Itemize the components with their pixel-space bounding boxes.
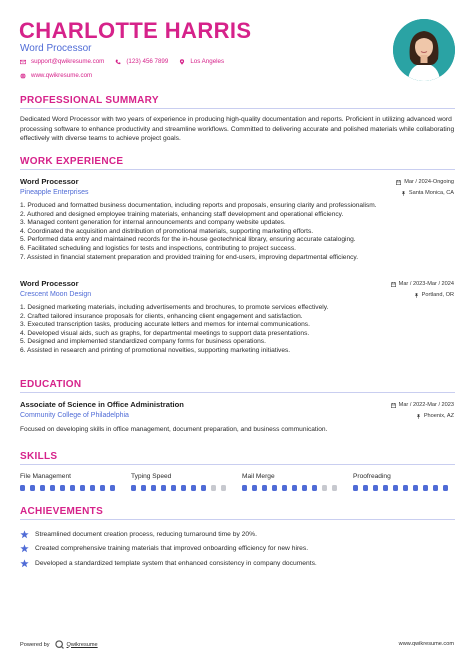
- achievement-text: Developed a standardized template system that enhanced consistency in company documents.: [35, 559, 317, 567]
- skill-dot-filled: [60, 485, 65, 491]
- list-item: 5. Performed data entry and maintained records for the in-house geotechnical library, ensuring accurate cataloging.: [20, 236, 356, 244]
- list-item: 2. Authored and designed employee training materials, enhancing staff development and operational efficiency.: [20, 210, 344, 218]
- phone-text: (123) 456 7899: [126, 58, 169, 65]
- achievement-text: Streamlined document creation process, reducing turnaround time by 20%.: [35, 530, 257, 538]
- skill-dot-filled: [80, 485, 85, 491]
- list-item: 4. Coordinated the acquisition and distribution of promotional materials, supporting marketing efforts.: [20, 227, 314, 235]
- footer-powered-by: [20, 640, 98, 649]
- skill-name: Typing Speed: [131, 473, 172, 480]
- list-item: 6. Facilitated scheduling and logistics for tests and inspections, contributing to project success.: [20, 244, 296, 252]
- section-divider: [20, 519, 455, 520]
- achievement-star-icon: [20, 530, 29, 539]
- achievements-heading: ACHIEVEMENTS: [20, 506, 104, 517]
- skill-dot-filled: [70, 485, 75, 491]
- job-title: Word Processor: [20, 279, 79, 288]
- achievement-star-icon: [20, 559, 29, 568]
- list-item: [20, 542, 317, 557]
- skill-dot-filled: [302, 485, 307, 491]
- company-name: Pineapple Enterprises: [20, 189, 89, 196]
- globe-icon: [20, 73, 26, 79]
- profile-photo: [393, 19, 455, 81]
- skill-dot-filled: [373, 485, 378, 491]
- achievement-text: Created comprehensive training materials that improved onboarding efficiency for new hires.: [35, 545, 309, 553]
- education-dates: [391, 402, 454, 408]
- skill-dot-filled: [171, 485, 176, 491]
- list-item: 1. Produced and formatted business documentation, including reports and proposals, ensuring clarity and professionalism.: [20, 202, 377, 209]
- list-item: 5. Designed and implemented standardized company forms for business operations.: [20, 338, 266, 346]
- skill-dot-filled: [100, 485, 105, 491]
- skill-dot-filled: [262, 485, 267, 491]
- skill-dot-filled: [191, 485, 196, 491]
- skill-dot-filled: [433, 485, 438, 491]
- job-bullets: [20, 304, 460, 356]
- brand-link[interactable]: Qwikresume: [66, 641, 98, 648]
- contact-website[interactable]: [20, 72, 92, 79]
- skill-dot-filled: [413, 485, 418, 491]
- skill-name: Mail Merge: [242, 473, 275, 480]
- list-item: 3. Managed content generation for internal announcements and company website updates.: [20, 219, 286, 227]
- experience-heading: WORK EXPERIENCE: [20, 156, 124, 167]
- list-item: [20, 556, 317, 571]
- list-item: 7. Assisted in financial statement preparation and provided training for end-users, improving departmental efficiency.: [20, 253, 359, 261]
- list-item: 4. Developed visual aids, such as graphs, for departmental meetings to support data presentations.: [20, 329, 310, 337]
- job-location-text: Santa Monica, CA: [408, 190, 454, 196]
- pushpin-icon: [416, 414, 421, 419]
- skill-dot-filled: [161, 485, 166, 491]
- education-location-text: Phoenix, AZ: [423, 413, 454, 419]
- job-dates: [391, 281, 454, 287]
- skill-item: [353, 473, 453, 491]
- skill-rating: [353, 485, 453, 491]
- location-text: Los Angeles: [190, 58, 225, 65]
- skill-dot-filled: [30, 485, 35, 491]
- powered-by-text: Powered by: [20, 641, 50, 648]
- pushpin-icon: [401, 191, 406, 196]
- skill-item: [20, 473, 120, 491]
- list-item: [20, 527, 317, 542]
- job-bullets: [20, 202, 460, 262]
- skill-dot-filled: [181, 485, 186, 491]
- calendar-icon: [391, 403, 396, 408]
- skills-heading: SKILLS: [20, 451, 58, 462]
- skill-dot-filled: [282, 485, 287, 491]
- footer-website[interactable]: www.qwikresume.com: [398, 641, 454, 647]
- skill-dot-filled: [292, 485, 297, 491]
- skill-dot-empty: [332, 485, 337, 491]
- calendar-icon: [391, 282, 396, 287]
- skill-dot-filled: [50, 485, 55, 491]
- skill-dot-filled: [141, 485, 146, 491]
- list-item: 6. Assisted in research and printing of promotional novelties, supporting marketing initiatives.: [20, 346, 291, 354]
- avatar: [393, 19, 455, 81]
- achievements-list: [20, 527, 317, 571]
- qwikresume-logo-icon: [55, 640, 64, 649]
- email-text: support@qwikresume.com: [31, 58, 105, 65]
- candidate-role: Word Processor: [20, 43, 92, 54]
- list-item: 3. Executed transcription tasks, producing accurate letters and memos for internal communications.: [20, 321, 310, 329]
- skill-dot-filled: [40, 485, 45, 491]
- job-dates: [396, 179, 454, 185]
- school-name: Community College of Philadelphia: [20, 412, 129, 419]
- section-divider: [20, 169, 455, 170]
- calendar-icon: [396, 180, 401, 185]
- education-location: [416, 413, 454, 419]
- achievement-star-icon: [20, 544, 29, 553]
- job-location-text: Portland, OR: [421, 292, 454, 298]
- summary-heading: PROFESSIONAL SUMMARY: [20, 95, 159, 106]
- contact-row-web: [20, 72, 103, 79]
- mail-icon: [20, 59, 26, 65]
- skill-item: [242, 473, 342, 491]
- pushpin-icon: [414, 293, 419, 298]
- skill-dot-filled: [20, 485, 25, 491]
- candidate-name: CHARLOTTE HARRIS: [19, 18, 252, 43]
- job-location: [414, 292, 454, 298]
- contact-phone[interactable]: [115, 58, 168, 65]
- location-pin-icon: [179, 59, 185, 65]
- job-location: [401, 190, 454, 196]
- skill-dot-filled: [151, 485, 156, 491]
- job-dates-text: Mar / 2023-Mar / 2024: [398, 281, 454, 287]
- contact-row: [20, 58, 235, 65]
- contact-email[interactable]: [20, 58, 104, 65]
- skill-dot-empty: [322, 485, 327, 491]
- skill-dot-filled: [383, 485, 388, 491]
- skill-dot-filled: [90, 485, 95, 491]
- skill-dot-filled: [443, 485, 448, 491]
- skill-dot-filled: [272, 485, 277, 491]
- summary-text: Dedicated Word Processor with two years of experience in producing high-quality documentation and reports. Proficient in utilizing advanced word processing software to enhance productivity and streamline workflows. Committed to delivering accurate and polished materials while collaborating effectively with diverse teams to achieve project goals.: [20, 116, 455, 143]
- section-divider: [20, 464, 455, 465]
- skill-name: File Management: [20, 473, 71, 480]
- skill-dot-filled: [353, 485, 358, 491]
- phone-icon: [115, 59, 121, 65]
- section-divider: [20, 392, 455, 393]
- skill-dot-filled: [363, 485, 368, 491]
- skill-name: Proofreading: [353, 473, 391, 480]
- skill-dot-filled: [403, 485, 408, 491]
- education-dates-text: Mar / 2022-Mar / 2023: [398, 402, 454, 408]
- job-dates-text: Mar / 2024-Ongoing: [404, 179, 454, 185]
- contact-location: [179, 58, 224, 65]
- skill-dot-empty: [221, 485, 226, 491]
- skill-dot-filled: [312, 485, 317, 491]
- skill-dot-filled: [242, 485, 247, 491]
- skill-dot-filled: [201, 485, 206, 491]
- section-divider: [20, 108, 455, 109]
- education-heading: EDUCATION: [20, 379, 82, 390]
- list-item: 2. Crafted tailored insurance proposals for clients, enhancing client engagement and satisfaction.: [20, 312, 303, 320]
- skill-dot-filled: [423, 485, 428, 491]
- skill-item: [131, 473, 231, 491]
- company-name: Crescent Moon Design: [20, 291, 92, 298]
- list-item: 1. Designed marketing materials, including advertisements and brochures, to promote services effectively.: [20, 304, 329, 311]
- education-description: Focused on developing skills in office management, document preparation, and business communication.: [20, 426, 328, 433]
- skill-dot-filled: [393, 485, 398, 491]
- skill-dot-filled: [110, 485, 115, 491]
- job-title: Word Processor: [20, 177, 79, 186]
- skill-rating: [20, 485, 120, 491]
- degree-title: Associate of Science in Office Administration: [20, 400, 184, 409]
- skill-dot-filled: [252, 485, 257, 491]
- skill-dot-filled: [131, 485, 136, 491]
- skill-dot-empty: [211, 485, 216, 491]
- skill-rating: [242, 485, 342, 491]
- website-text: www.qwikresume.com: [31, 72, 93, 79]
- skill-rating: [131, 485, 231, 491]
